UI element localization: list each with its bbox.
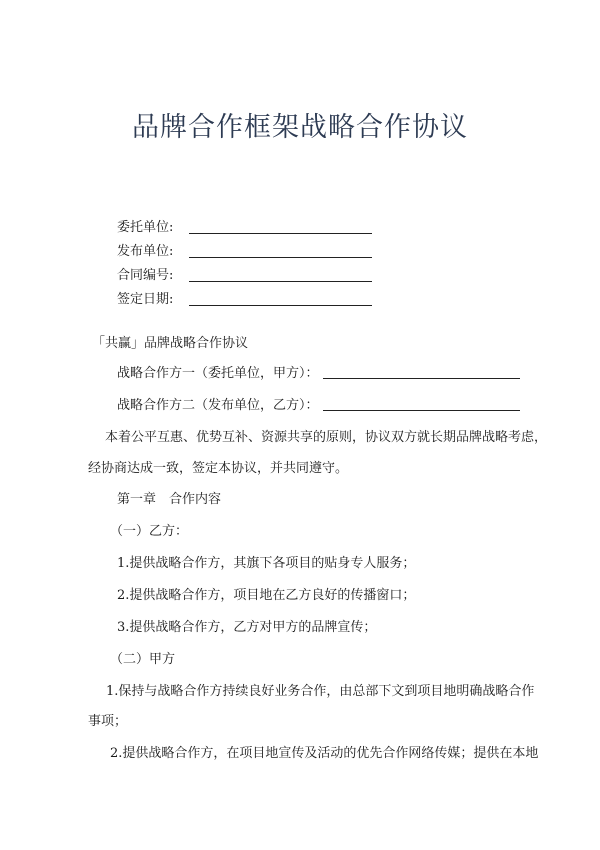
intro-line-2: 经协商达成一致，签定本协议，并共同遵守。 — [88, 461, 349, 476]
field-label: 发布单位: — [117, 244, 174, 259]
field-publishing-unit — [117, 242, 189, 262]
party-b-line — [117, 396, 520, 416]
party-a-item-1-line-2: 事项； — [88, 714, 128, 729]
party-label: 战略合作方二（发布单位，乙方）： — [117, 398, 319, 413]
blank-line — [323, 378, 520, 379]
intro-line-1: 本着公平互惠、优势互补、资源共享的原则，协议双方就长期品牌战略考虑， — [105, 430, 548, 445]
field-label: 委托单位: — [117, 220, 174, 235]
blank-line — [323, 410, 520, 411]
chapter-heading: 第一章 合作内容 — [117, 492, 222, 507]
party-a-line — [117, 364, 520, 384]
party-a-item-1-line-1: 1.保持与战略合作方持续良好业务合作，由总部下文到项目地明确战略合作 — [106, 684, 535, 699]
blank-line — [189, 233, 372, 234]
field-sign-date — [117, 290, 189, 310]
field-commissioning-unit — [117, 218, 189, 238]
party-label: 战略合作方一（委托单位，甲方）： — [117, 366, 319, 381]
field-label: 签定日期: — [117, 292, 174, 307]
party-b-heading: （一）乙方： — [110, 524, 189, 539]
field-label: 合同编号: — [117, 268, 174, 283]
blank-line — [189, 257, 372, 258]
field-contract-number — [117, 266, 189, 286]
party-b-item: 2.提供战略合作方，项目地在乙方良好的传播窗口； — [117, 588, 416, 603]
party-b-item: 3.提供战略合作方，乙方对甲方的品牌宣传； — [117, 620, 377, 635]
party-a-item-2-line-1: 2.提供战略合作方，在项目地宣传及活动的优先合作网络传媒；提供在本地 — [110, 746, 539, 761]
blank-line — [189, 281, 372, 282]
agreement-name: 「共赢」品牌战略合作协议 — [92, 336, 249, 351]
party-a-heading: （二）甲方 — [110, 652, 176, 667]
blank-line — [189, 305, 372, 306]
party-b-item: 1.提供战略合作方，其旗下各项目的贴身专人服务； — [117, 556, 416, 571]
document-title: 品牌合作框架战略合作协议 — [132, 112, 468, 143]
